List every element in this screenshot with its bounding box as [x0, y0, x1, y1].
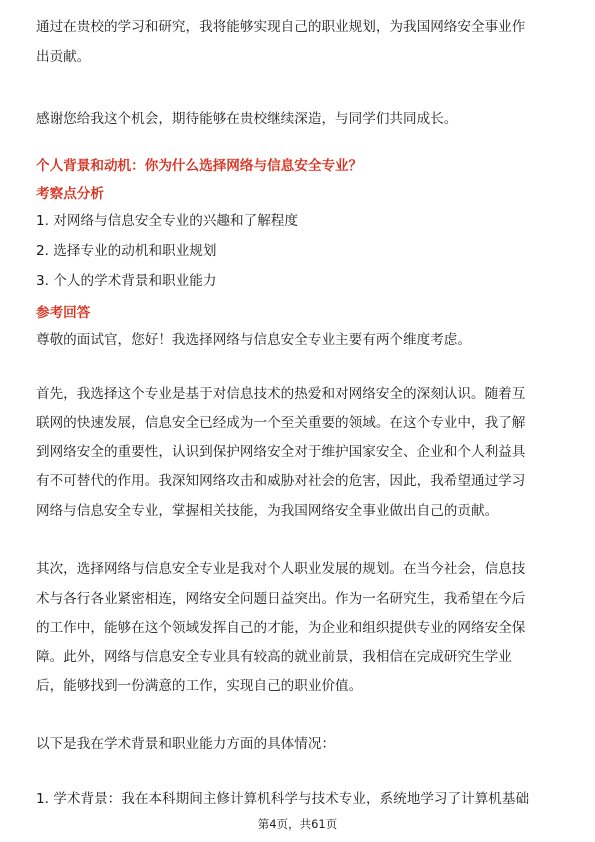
para1-line-2: 联网的快速发展，信息安全已经成为一个至关重要的领域。在这个专业中，我了解 — [36, 415, 526, 431]
question-title: 个人背景和动机：你为什么选择网络与信息安全专业？ — [36, 158, 363, 174]
para2-line-1: 其次，选择网络与信息安全专业是我对个人职业发展的规划。在当今社会，信息技 — [36, 561, 526, 577]
point-1: 1. 对网络与信息安全专业的兴趣和了解程度 — [36, 213, 298, 229]
point-3: 3. 个人的学术背景和职业能力 — [36, 273, 217, 289]
para2-line-5: 后，能够找到一份满意的工作，实现自己的职业价值。 — [36, 678, 363, 694]
para2-line-3: 的工作中，能够在这个领域发挥自己的才能，为企业和组织提供专业的网络安全保 — [36, 620, 526, 636]
para1-line-4: 有不可替代的作用。我深知网络攻击和威胁对社会的危害，因此，我希望通过学习 — [36, 473, 526, 489]
para1-line-1: 首先，我选择这个专业是基于对信息技术的热爱和对网络安全的深刻认识。随着互 — [36, 386, 526, 402]
answer-greeting: 尊敬的面试官，您好！我选择网络与信息安全专业主要有两个维度考虑。 — [36, 332, 471, 348]
page-number-footer: 第4页，共61页 — [257, 817, 338, 831]
thanks-paragraph: 感谢您给我这个机会，期待能够在贵校继续深造，与同学们共同成长。 — [36, 111, 458, 127]
analysis-heading: 考察点分析 — [36, 186, 104, 202]
para1-line-5: 网络与信息安全专业，掌握相关技能，为我国网络安全事业做出自己的贡献。 — [36, 503, 499, 519]
para2-line-4: 障。此外，网络与信息安全专业具有较高的就业前景，我相信在完成研究生学业 — [36, 649, 512, 665]
point-2: 2. 选择专业的动机和职业规划 — [36, 243, 217, 259]
para2-line-2: 术与各行各业紧密相连，网络安全问题日益突出。作为一名研究生，我希望在今后 — [36, 591, 526, 607]
item-1-line: 1. 学术背景：我在本科期间主修计算机科学与技术专业，系统地学习了计算机基础 — [36, 791, 530, 807]
intro-line-2: 出贡献。 — [36, 49, 91, 65]
transition-paragraph: 以下是我在学术背景和职业能力方面的具体情况： — [36, 736, 336, 752]
intro-line-1: 通过在贵校的学习和研究，我将能够实现自己的职业规划，为我国网络安全事业作 — [36, 19, 526, 35]
answer-heading: 参考回答 — [36, 305, 91, 321]
para1-line-3: 到网络安全的重要性，认识到保护网络安全对于维护国家安全、企业和个人利益具 — [36, 444, 526, 460]
